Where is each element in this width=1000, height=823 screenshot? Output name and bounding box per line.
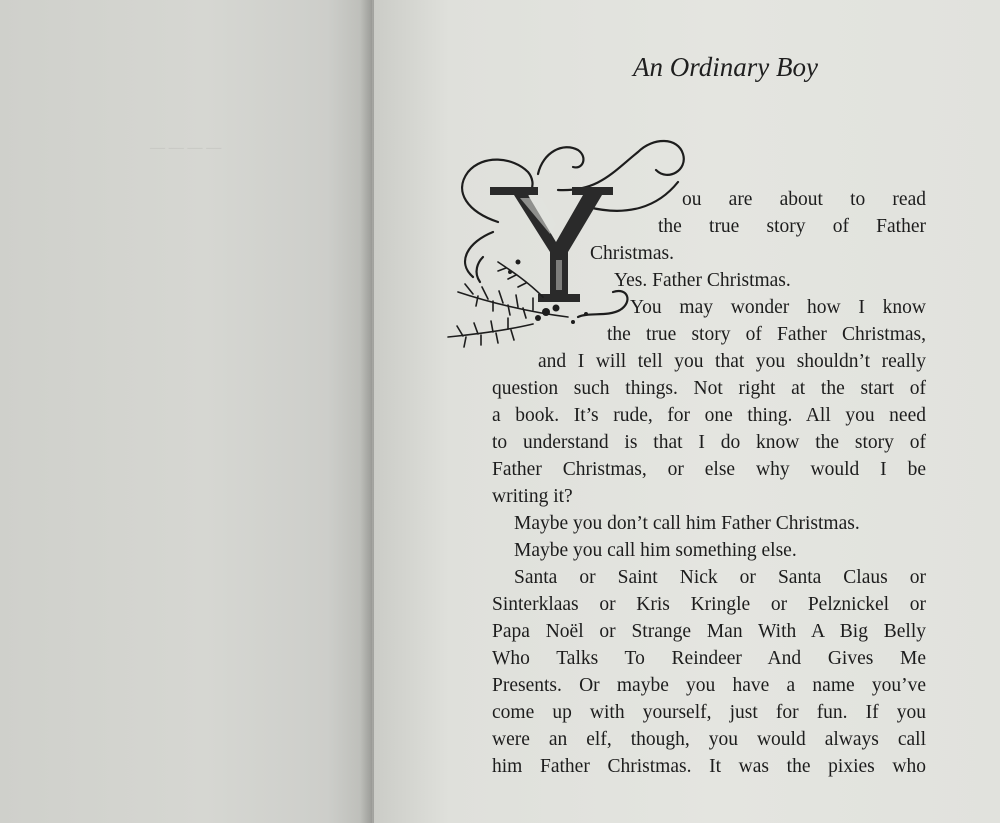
text-line-16: Sinterklaas or Kris Kringle or Pelznickel or — [492, 594, 926, 615]
text-line-14: Maybe you call him something else. — [514, 540, 797, 561]
text-line-1: ou are about to read — [682, 189, 926, 210]
text-line-9: a book. It’s rude, for one thing. All you need — [492, 405, 926, 426]
text-line-19: Presents. Or maybe you have a name you’ve — [492, 675, 926, 696]
text-line-3: Christmas. — [590, 243, 674, 264]
text-line-18: Who Talks To Reindeer And Gives Me — [492, 648, 926, 669]
left-page — [0, 0, 372, 823]
text-line-6: the true story of Father Christmas, — [607, 324, 926, 345]
text-line-5: You may wonder how I know — [630, 297, 926, 318]
text-line-17: Papa Noël or Strange Man With A Big Belly — [492, 621, 926, 642]
text-line-12: writing it? — [492, 486, 573, 507]
text-line-11: Father Christmas, or else why would I be — [492, 459, 926, 480]
chapter-title: An Ordinary Boy — [633, 52, 818, 82]
text-line-15: Santa or Saint Nick or Santa Claus or — [514, 567, 926, 588]
text-line-21: were an elf, though, you would always call — [492, 729, 926, 750]
text-line-20: come up with yourself, just for fun. If you — [492, 702, 926, 723]
text-line-2: the true story of Father — [658, 216, 926, 237]
berries — [508, 260, 588, 325]
text-line-10: to understand is that I do know the story of — [492, 432, 926, 453]
bleed-through-text: — — — — — [150, 140, 222, 156]
text-line-22: him Father Christmas. It was the pixies who — [492, 756, 926, 777]
text-line-7: and I will tell you that you shouldn’t really — [538, 351, 926, 372]
text-line-8: question such things. Not right at the start of — [492, 378, 926, 399]
text-line-4: Yes. Father Christmas. — [614, 270, 791, 291]
text-line-13: Maybe you don’t call him Father Christmas. — [514, 513, 860, 534]
